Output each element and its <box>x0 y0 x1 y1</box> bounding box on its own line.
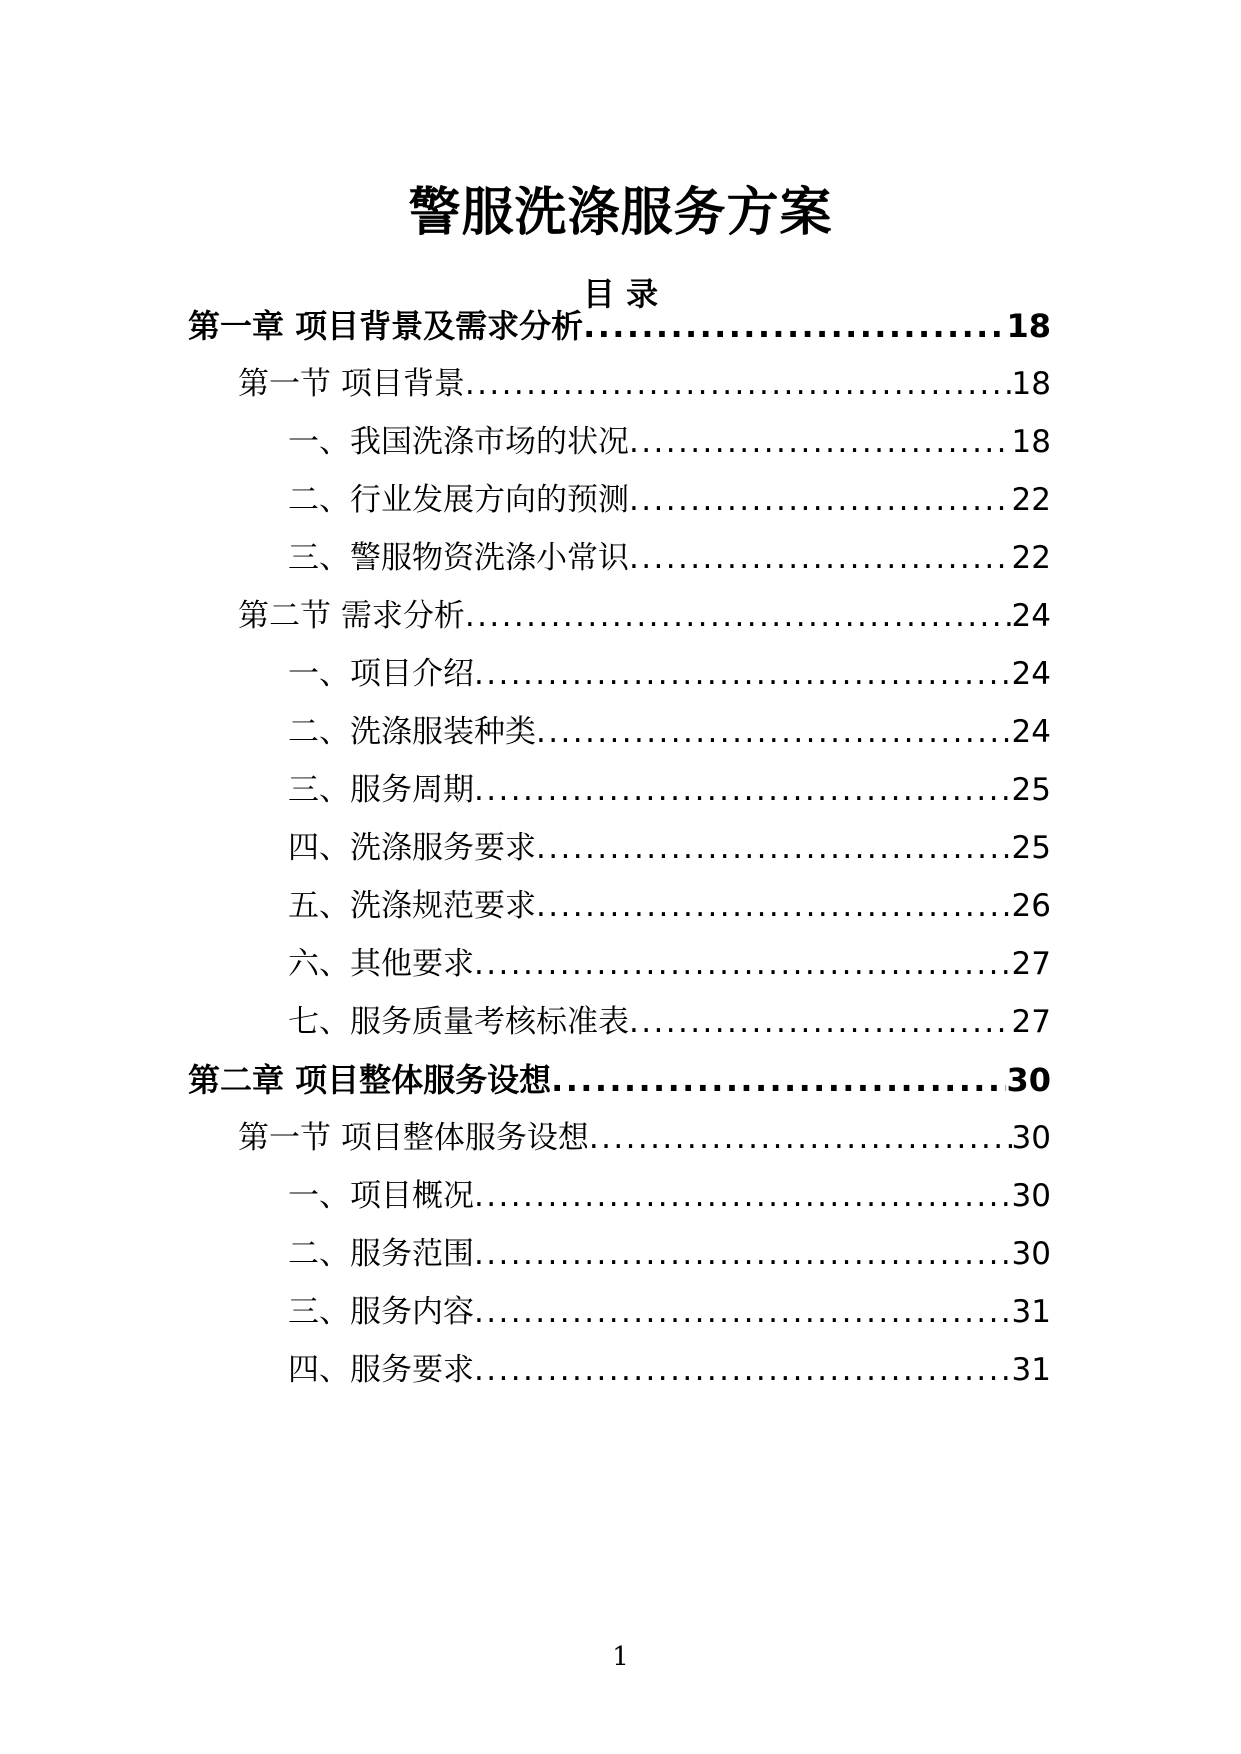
toc-entry-item[interactable] <box>288 1283 1051 1333</box>
toc-entry-item[interactable] <box>288 993 1051 1043</box>
toc-entry-chapter-1[interactable] <box>188 297 1051 347</box>
dot-leader <box>629 421 1012 463</box>
toc-entry-label: 四、洗涤服务要求 <box>288 827 536 869</box>
toc-entry-page: 24 <box>1011 656 1051 692</box>
dot-leader <box>474 1349 1012 1391</box>
toc-entry-item[interactable] <box>288 645 1051 695</box>
toc-entry-label: 一、我国洗涤市场的状况 <box>288 421 629 463</box>
toc-entry-item[interactable] <box>288 529 1051 579</box>
toc-entry-label: 三、警服物资洗涤小常识 <box>288 537 629 579</box>
dot-leader <box>551 1059 1006 1101</box>
toc-entry-item[interactable] <box>288 1167 1051 1217</box>
toc-entry-label: 第二章 项目整体服务设想 <box>188 1061 552 1099</box>
toc-entry-section[interactable] <box>238 355 1051 405</box>
dot-leader <box>583 305 1006 347</box>
document-title: 警服洗涤服务方案 <box>408 183 833 243</box>
dot-leader <box>474 1175 1012 1217</box>
toc-entry-page: 24 <box>1011 714 1051 750</box>
toc-entry-label: 第一节 项目整体服务设想 <box>238 1117 589 1159</box>
toc-entry-label: 三、服务内容 <box>288 1291 474 1333</box>
toc-entry-item[interactable] <box>288 703 1051 753</box>
toc-entry-label: 五、洗涤规范要求 <box>288 885 536 927</box>
toc-entry-page: 26 <box>1011 888 1051 924</box>
dot-leader <box>536 827 1012 869</box>
page-number: 1 <box>612 1642 629 1672</box>
toc-entry-label: 第二节 需求分析 <box>238 595 465 637</box>
toc-entry-page: 31 <box>1011 1294 1051 1330</box>
dot-leader <box>474 653 1012 695</box>
toc-entry-item[interactable] <box>288 413 1051 463</box>
dot-leader <box>629 1001 1012 1043</box>
toc-entry-label: 第一节 项目背景 <box>238 363 465 405</box>
toc-entry-section[interactable] <box>238 1109 1051 1159</box>
toc-entry-item[interactable] <box>288 1341 1051 1391</box>
toc-entry-page: 30 <box>1011 1120 1051 1156</box>
dot-leader <box>465 363 1012 405</box>
toc-entry-item[interactable] <box>288 819 1051 869</box>
toc-entry-chapter-2[interactable] <box>188 1051 1051 1101</box>
dot-leader <box>474 769 1012 811</box>
toc-entry-label: 二、服务范围 <box>288 1233 474 1275</box>
toc-entry-page: 22 <box>1011 482 1051 518</box>
toc-entry-page: 27 <box>1011 1004 1051 1040</box>
toc-entry-page: 18 <box>1011 424 1051 460</box>
dot-leader <box>474 1233 1012 1275</box>
toc-entry-page: 30 <box>1006 1061 1051 1099</box>
toc-entry-page: 25 <box>1011 772 1051 808</box>
toc-entry-item[interactable] <box>288 761 1051 811</box>
toc-entry-page: 30 <box>1011 1178 1051 1214</box>
dot-leader <box>474 1291 1012 1333</box>
toc-entry-label: 二、洗涤服装种类 <box>288 711 536 753</box>
dot-leader <box>629 479 1012 521</box>
toc-entry-label: 一、项目概况 <box>288 1175 474 1217</box>
dot-leader <box>536 885 1012 927</box>
toc-entry-item[interactable] <box>288 877 1051 927</box>
toc-entry-label: 三、服务周期 <box>288 769 474 811</box>
toc-entry-page: 25 <box>1011 830 1051 866</box>
toc-entry-page: 31 <box>1011 1352 1051 1388</box>
toc-entry-label: 第一章 项目背景及需求分析 <box>188 307 584 345</box>
dot-leader <box>536 711 1012 753</box>
toc-heading: 目 录 <box>582 275 659 313</box>
toc-entry-item[interactable] <box>288 1225 1051 1275</box>
toc-entry-page: 27 <box>1011 946 1051 982</box>
toc-entry-label: 七、服务质量考核标准表 <box>288 1001 629 1043</box>
toc-entry-page: 18 <box>1006 307 1051 345</box>
toc-entry-label: 一、项目介绍 <box>288 653 474 695</box>
toc-entry-label: 二、行业发展方向的预测 <box>288 479 629 521</box>
dot-leader <box>474 943 1012 985</box>
toc-entry-page: 24 <box>1011 598 1051 634</box>
toc-entry-item[interactable] <box>288 935 1051 985</box>
toc-entry-page: 30 <box>1011 1236 1051 1272</box>
toc-entry-section[interactable] <box>238 587 1051 637</box>
toc-entry-label: 四、服务要求 <box>288 1349 474 1391</box>
toc-entry-label: 六、其他要求 <box>288 943 474 985</box>
dot-leader <box>465 595 1012 637</box>
dot-leader <box>629 537 1012 579</box>
toc-entry-page: 18 <box>1011 366 1051 402</box>
toc-entry-page: 22 <box>1011 540 1051 576</box>
dot-leader <box>589 1117 1012 1159</box>
toc-entry-item[interactable] <box>288 471 1051 521</box>
